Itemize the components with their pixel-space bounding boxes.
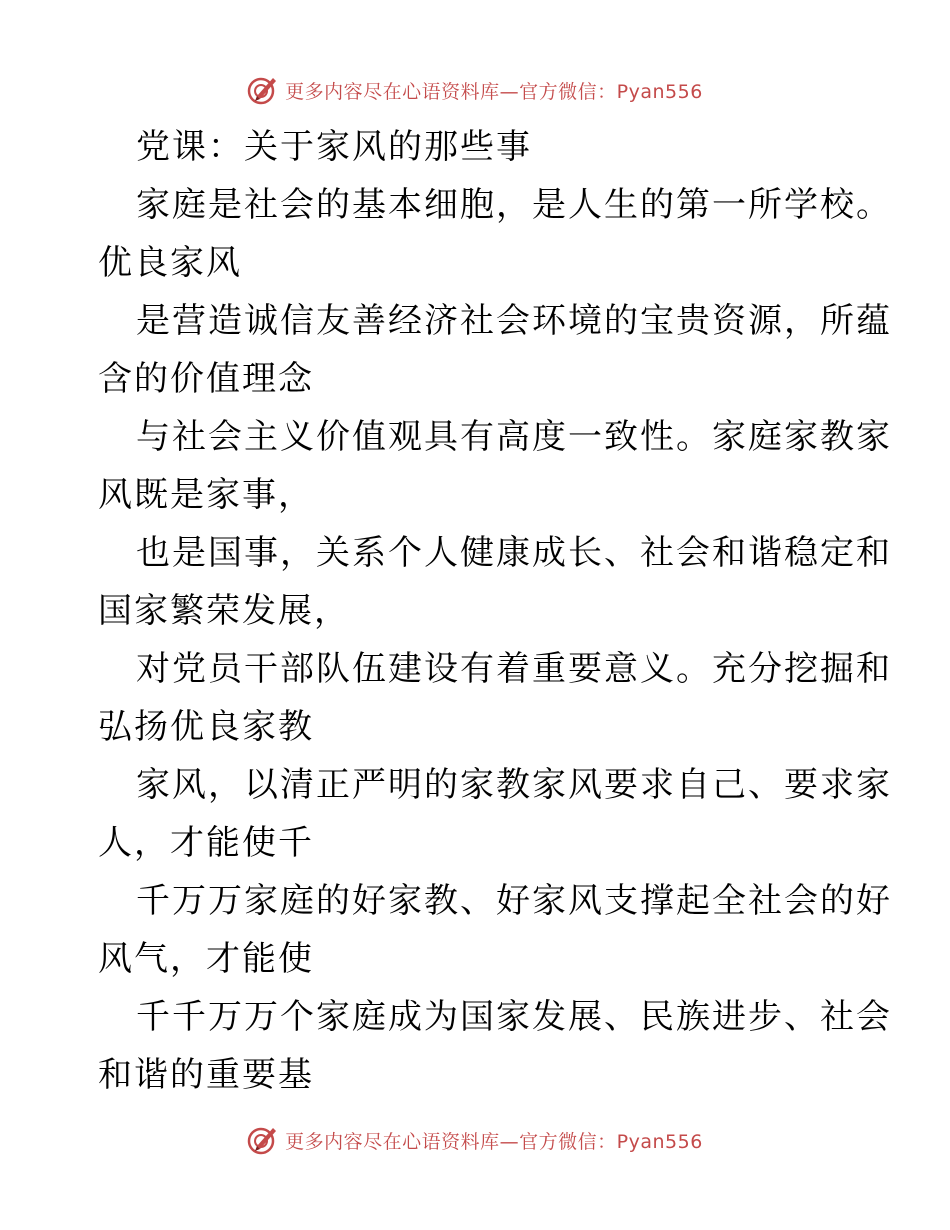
paragraph-line: 与社会主义价值观具有高度一致性。家庭家教家 — [136, 417, 892, 457]
document-body — [98, 118, 892, 1104]
paragraph-line: 千千万万个家庭成为国家发展、民族进步、社会 — [136, 997, 892, 1037]
paragraph-line: 风气，才能使 — [98, 939, 314, 979]
paragraph-line: 含的价值理念 — [98, 359, 314, 399]
paragraph-line: 优良家风 — [98, 243, 242, 283]
paragraph-line: 风既是家事， — [98, 475, 314, 515]
pen-logo-icon — [247, 1124, 279, 1156]
footer-banner-inner — [247, 1124, 703, 1156]
paragraph-line: 家风，以清正严明的家教家风要求自己、要求家 — [136, 765, 892, 805]
paragraph-line: 也是国事，关系个人健康成长、社会和谐稳定和 — [136, 533, 892, 573]
paragraph-line: 是营造诚信友善经济社会环境的宝贵资源，所蕴 — [136, 301, 892, 341]
banner-text: 更多内容尽在心语资料库—官方微信：Pyan556 — [285, 80, 703, 103]
banner-text: 更多内容尽在心语资料库—官方微信：Pyan556 — [285, 1130, 703, 1153]
document-title: 党课：关于家风的那些事 — [136, 127, 532, 167]
footer-banner — [0, 1120, 950, 1160]
pen-logo-icon — [247, 74, 279, 106]
paragraph-line: 弘扬优良家教 — [98, 707, 314, 747]
header-banner — [0, 70, 950, 110]
paragraph-line: 人，才能使千 — [98, 823, 314, 863]
paragraph-line: 国家繁荣发展， — [98, 591, 350, 631]
paragraph-line: 对党员干部队伍建设有着重要意义。充分挖掘和 — [136, 649, 892, 689]
paragraph-line: 千万万家庭的好家教、好家风支撑起全社会的好 — [136, 881, 892, 921]
paragraph-line: 家庭是社会的基本细胞，是人生的第一所学校。 — [136, 185, 892, 225]
header-banner-inner — [247, 74, 703, 106]
paragraph-line: 和谐的重要基 — [98, 1055, 314, 1095]
